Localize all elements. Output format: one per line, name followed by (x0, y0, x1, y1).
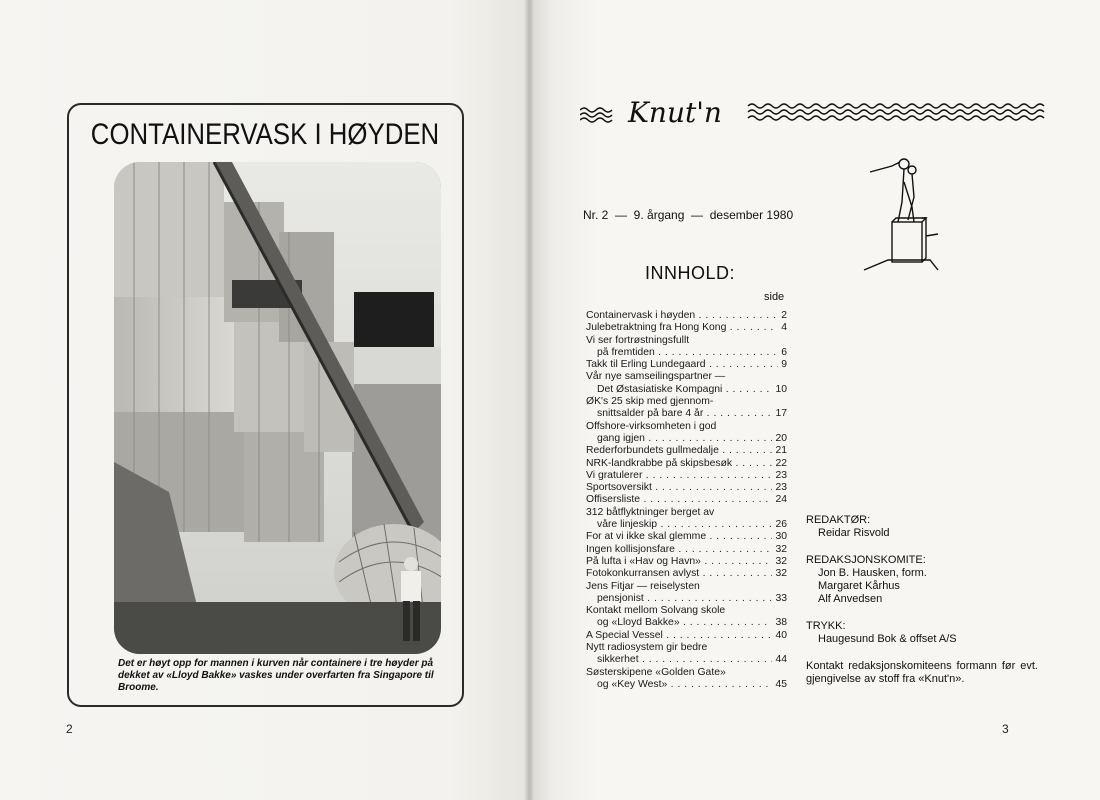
toc-entry-page: 40 (772, 630, 787, 642)
committee-member: Alf Anvedsen (818, 593, 883, 605)
toc-entry-title: Vår nye samseilingspartner — (586, 371, 726, 383)
toc-entry (586, 322, 787, 334)
toc-entry-title: sikkerhet . . . (586, 654, 787, 666)
toc-entry (586, 396, 787, 408)
toc-entry-title: Fotokonkurransen avlyst . . . (586, 568, 787, 580)
toc-entry (586, 421, 787, 433)
committee-member: Jon B. Hausken, form. (818, 567, 927, 579)
toc-entry (586, 371, 787, 383)
container-washing-photo (114, 162, 441, 654)
toc-entry (586, 556, 787, 568)
toc-entry-page: 21 (772, 445, 787, 457)
printer-name: Haugesund Bok & offset A/S (818, 633, 957, 645)
toc-entry-page: 32 (772, 556, 787, 568)
toc-entry-page: 45 (772, 679, 787, 691)
toc-entry-page: 9 (778, 359, 787, 371)
editorial-staff (806, 514, 1046, 646)
toc-entry-page: 23 (772, 470, 787, 482)
editor-label: REDAKTØR: (806, 514, 871, 526)
editor-name: Reidar Risvold (818, 527, 890, 539)
toc-entry (586, 507, 787, 519)
toc-entry (586, 310, 787, 322)
reprint-note: Kontakt redaksjonskomiteens formann før evt. gjengivelse av stoff fra «Knut'n». (806, 660, 1038, 685)
page-number-right: 3 (1002, 722, 1009, 736)
toc-entry-page: 38 (772, 617, 787, 629)
toc-entry (586, 408, 787, 420)
toc-entry (586, 359, 787, 371)
toc-entry-page: 32 (772, 568, 787, 580)
toc-entry (586, 654, 787, 666)
toc-entry (586, 384, 787, 396)
toc-entry-page: 6 (778, 347, 787, 359)
spine-gutter (524, 0, 534, 800)
toc-entry-page: 4 (778, 322, 787, 334)
toc-entry-page: 24 (772, 494, 787, 506)
toc-entry-title: Jens Fitjar — reiselysten (586, 580, 700, 592)
toc-entry-title: og «Lloyd Bakke» . . . (586, 617, 787, 629)
toc-entry-title: Rederforbundets gullmedalje . . . (586, 445, 787, 457)
toc-entry (586, 531, 787, 543)
toc-entry-title: Takk til Erling Lundegaard . . . (586, 359, 787, 371)
toc-entry (586, 458, 787, 470)
toc-entry-page: 20 (772, 433, 787, 445)
toc-entry-title: Søsterskipene «Golden Gate» (586, 666, 726, 678)
toc-entry-title: Vi ser fortrøstningsfullt (586, 334, 690, 346)
committee-member: Margaret Kårhus (818, 580, 900, 592)
toc-entry-page: 30 (772, 531, 787, 543)
statue-icon (860, 152, 940, 282)
toc-entry (586, 642, 787, 654)
toc-entry-title: på fremtiden . . . (586, 347, 787, 359)
toc-entry (586, 544, 787, 556)
toc-entry-title: Kontakt mellom Solvang skole (586, 605, 726, 617)
toc-entry-title: gang igjen . . . (586, 433, 787, 445)
issue-info: Nr. 2 — 9. årgang — desember 1980 (583, 208, 794, 222)
toc-heading: INNHOLD: (645, 263, 736, 283)
toc-entry (586, 470, 787, 482)
toc-entry-page: 23 (772, 482, 787, 494)
toc-entry (586, 605, 787, 617)
toc-entry-title: Offisersliste . . . (586, 494, 787, 506)
article-title: CONTAINERVASK I HØYDEN (90, 118, 440, 151)
magazine-logo: Knut'n (628, 96, 722, 129)
toc-page-column-label: side (764, 291, 785, 303)
toc-entry-title: Vi gratulerer . . . (586, 470, 787, 482)
toc-entry-title: Nytt radiosystem gir bedre (586, 642, 708, 654)
toc-entry (586, 482, 787, 494)
committee-label: REDAKSJONSKOMITE: (806, 554, 926, 566)
toc-entry-page: 26 (772, 519, 787, 531)
toc-entry-title: pensjonist . . . (586, 593, 787, 605)
toc-entry-page: 33 (772, 593, 787, 605)
toc-entry-title: På lufta i «Hav og Havn» . . . (586, 556, 787, 568)
toc-entry (586, 679, 787, 691)
toc-entry (586, 347, 787, 359)
toc-entry-page: 2 (778, 310, 787, 322)
toc-entry-page: 22 (772, 458, 787, 470)
toc-entry-title: og «Key West» . . . (586, 679, 787, 691)
table-of-contents (586, 310, 787, 691)
toc-entry-page: 17 (772, 408, 787, 420)
toc-entry-title: Offshore-virksomheten i god (586, 420, 717, 432)
toc-entry (586, 581, 787, 593)
toc-entry-page: 32 (772, 544, 787, 556)
toc-entry-title: våre linjeskip . . . (586, 519, 787, 531)
toc-entry (586, 519, 787, 531)
toc-entry-page: 44 (772, 654, 787, 666)
toc-entry (586, 494, 787, 506)
toc-entry-title: Julebetraktning fra Hong Kong . . . (586, 322, 787, 334)
toc-entry (586, 617, 787, 629)
toc-entry-title: Det Østasiatiske Kompagni . . . (586, 384, 787, 396)
toc-entry (586, 445, 787, 457)
toc-entry (586, 593, 787, 605)
page-number-left: 2 (66, 722, 73, 736)
print-label: TRYKK: (806, 620, 846, 632)
toc-entry-title: NRK-landkrabbe på skipsbesøk . . . (586, 458, 787, 470)
photo-illustration (114, 162, 441, 654)
toc-entry (586, 568, 787, 580)
toc-entry (586, 433, 787, 445)
toc-entry-title: A Special Vessel . . . (586, 630, 787, 642)
toc-entry (586, 667, 787, 679)
toc-entry (586, 335, 787, 347)
toc-entry-title: Sportsoversikt . . . (586, 482, 787, 494)
toc-entry-title: Containervask i høyden . . . (586, 310, 787, 322)
toc-entry-title: snittsalder på bare 4 år . . . (586, 408, 787, 420)
toc-entry (586, 630, 787, 642)
toc-entry-title: 312 båtflyktninger berget av (586, 506, 715, 518)
photo-caption: Det er høyt opp for mannen i kurven når containere i tre høyder på dekket av «Lloyd Bakke» vaskes under overfarten fra Singapore til Broome. (118, 658, 434, 693)
toc-entry-title: For at vi ikke skal glemme . . . (586, 531, 787, 543)
toc-entry-page: 10 (772, 384, 787, 396)
toc-entry-title: ØK's 25 skip med gjennom- (586, 396, 714, 408)
toc-entry-title: Ingen kollisjonsfare . . . (586, 544, 787, 556)
